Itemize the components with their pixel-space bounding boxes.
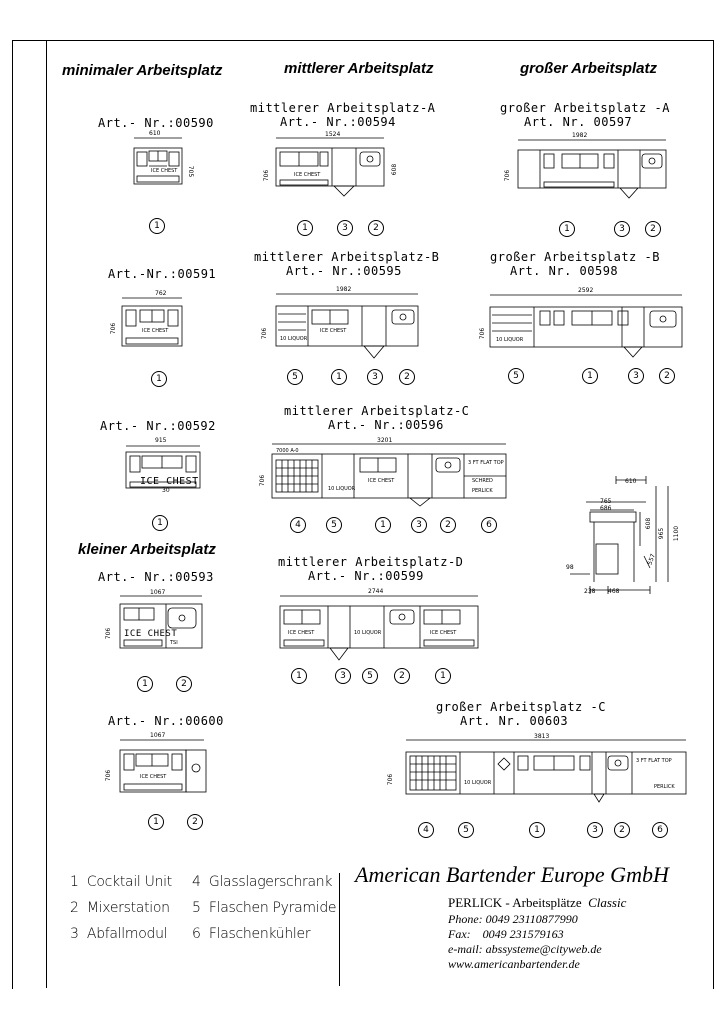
legend-item-1: 1 Cocktail Unit xyxy=(70,874,172,890)
item-00591-depth: 706 xyxy=(110,322,118,335)
svg-text:ICE CHEST: ICE CHEST xyxy=(368,478,395,484)
svg-text:3 FT FLAT TOP: 3 FT FLAT TOP xyxy=(468,460,504,466)
company-email[interactable]: e-mail: abssysteme@cityweb.de xyxy=(448,942,602,956)
item-00598-width: 2592 xyxy=(578,287,594,294)
svg-text:10 LIQUOR: 10 LIQUOR xyxy=(354,630,382,636)
item-00591-width: 762 xyxy=(155,290,167,297)
item-00599-width: 2744 xyxy=(368,588,384,595)
svg-text:PERLICK: PERLICK xyxy=(472,488,493,494)
item-00596-circle-2: 2 xyxy=(440,517,456,533)
svg-text:ICE CHEST: ICE CHEST xyxy=(320,328,347,334)
side-view-dim-686: 686 xyxy=(600,505,612,512)
item-00595-circle-1: 1 xyxy=(331,369,347,385)
item-00599-circle-3: 3 xyxy=(335,668,351,684)
item-00599-circle-1: 1 xyxy=(291,668,307,684)
svg-text:10 LIQUOR: 10 LIQUOR xyxy=(464,780,492,786)
svg-text:10 LIQUOR: 10 LIQUOR xyxy=(280,336,308,342)
item-00594-title: Art.- Nr.:00594 xyxy=(280,115,396,129)
item-00595-name: mittlerer Arbeitsplatz-B xyxy=(254,250,440,264)
item-00603-title: Art. Nr. 00603 xyxy=(460,714,569,728)
item-00595-depth: 706 xyxy=(261,327,269,340)
item-00596-title: Art.- Nr.:00596 xyxy=(328,418,444,432)
item-00596-drawing xyxy=(268,442,510,506)
item-00591-drawing xyxy=(118,296,188,356)
item-00599-name: mittlerer Arbeitsplatz-D xyxy=(278,555,464,569)
svg-text:ICE CHEST: ICE CHEST xyxy=(142,328,169,334)
item-00591-title: Art.-Nr.:00591 xyxy=(108,267,217,281)
legend-item-4: 4 Glasslagerschrank xyxy=(192,874,333,890)
item-00593-width: 1067 xyxy=(150,589,166,596)
item-00600-drawing xyxy=(118,738,212,798)
header-medium: mittlerer Arbeitsplatz xyxy=(284,60,434,77)
svg-text:ICE CHEST: ICE CHEST xyxy=(430,630,457,636)
margin-line xyxy=(46,40,47,988)
svg-text:TSI: TSI xyxy=(170,640,178,646)
item-00593-drawing xyxy=(118,594,208,654)
item-00595-circle-5: 5 xyxy=(287,369,303,385)
item-00594-depth: 706 xyxy=(263,169,271,182)
item-00597-name: großer Arbeitsplatz -A xyxy=(500,101,670,115)
item-00594-width: 1524 xyxy=(325,131,341,138)
item-00595-title: Art.- Nr.:00595 xyxy=(286,264,402,278)
item-00595-drawing xyxy=(272,292,422,362)
item-00598-circle-3: 3 xyxy=(628,368,644,384)
side-view-dim-557: 557 xyxy=(646,552,657,567)
item-00592-title: Art.- Nr.:00592 xyxy=(100,419,216,433)
item-00603-drawing xyxy=(400,738,690,810)
svg-text:ICE CHEST: ICE CHEST xyxy=(288,630,315,636)
item-00596-depth: 706 xyxy=(259,474,267,487)
side-view-dim-1100: 1100 xyxy=(673,525,681,542)
item-00594-circle-1: 1 xyxy=(297,220,313,236)
item-00597-drawing xyxy=(514,138,670,200)
company-phone: Phone: 0049 23110877990 xyxy=(448,912,578,926)
item-00593-circle-2: 2 xyxy=(176,676,192,692)
item-00593-depth: 706 xyxy=(105,627,113,640)
side-view-dim-468: 468 xyxy=(608,588,620,595)
legend-item-6: 6 Flaschenkühler xyxy=(192,926,311,942)
item-00594-drawing xyxy=(272,136,392,198)
item-00596-circle-5: 5 xyxy=(326,517,342,533)
item-00598-drawing xyxy=(486,293,686,361)
item-00603-depth: 706 xyxy=(387,773,395,786)
item-00598-title: Art. Nr. 00598 xyxy=(510,264,619,278)
item-00603-name: großer Arbeitsplatz -C xyxy=(436,700,606,714)
header-minimal: minimaler Arbeitsplatz xyxy=(62,62,223,79)
item-00591-circle-1: 1 xyxy=(151,371,167,387)
header-large: großer Arbeitsplatz xyxy=(520,60,657,77)
item-00590-width: 610 xyxy=(149,130,161,137)
item-00598-circle-2: 2 xyxy=(659,368,675,384)
company-fax: Fax: 0049 231579163 xyxy=(448,927,564,941)
item-00595-circle-2: 2 xyxy=(399,369,415,385)
side-view-dim-98: 98 xyxy=(566,564,574,571)
item-00596-name: mittlerer Arbeitsplatz-C xyxy=(284,404,470,418)
item-00600-title: Art.- Nr.:00600 xyxy=(108,714,224,728)
item-00597-width: 1982 xyxy=(572,132,588,139)
item-00590-depth: 705 xyxy=(187,165,195,178)
item-00600-width: 1067 xyxy=(150,732,166,739)
svg-text:SCHRED: SCHRED xyxy=(472,478,493,484)
item-00596-circle-1: 1 xyxy=(375,517,391,533)
side-view-dim-608: 608 xyxy=(645,517,653,530)
svg-text:10 LIQUOR: 10 LIQUOR xyxy=(496,337,524,343)
item-00593-center: ICE CHEST xyxy=(124,629,178,639)
item-00596-circle-4: 4 xyxy=(290,517,306,533)
item-00592-center: ICE CHEST xyxy=(140,476,199,487)
item-00597-circle-2: 2 xyxy=(645,221,661,237)
side-view-dim-238: 238 xyxy=(584,588,596,595)
item-00603-circle-1: 1 xyxy=(529,822,545,838)
item-00594-name: mittlerer Arbeitsplatz-A xyxy=(250,101,436,115)
side-view-dim-610: 610 xyxy=(625,478,637,485)
item-00603-circle-5: 5 xyxy=(458,822,474,838)
company-name: American Bartender Europe GmbH xyxy=(355,862,669,887)
item-00596-width: 3201 xyxy=(377,437,393,444)
side-view-drawing xyxy=(560,472,690,602)
header-small: kleiner Arbeitsplatz xyxy=(78,541,216,558)
svg-text:ICE CHEST: ICE CHEST xyxy=(151,168,178,174)
item-00598-circle-5: 5 xyxy=(508,368,524,384)
item-00597-title: Art. Nr. 00597 xyxy=(524,115,633,129)
item-00592-circle-1: 1 xyxy=(152,515,168,531)
item-00598-name: großer Arbeitsplatz -B xyxy=(490,250,660,264)
item-00603-circle-6: 6 xyxy=(652,822,668,838)
item-00600-circle-1: 1 xyxy=(148,814,164,830)
item-00599-circle-2: 2 xyxy=(394,668,410,684)
item-00593-circle-1: 1 xyxy=(137,676,153,692)
item-00597-depth: 706 xyxy=(504,169,512,182)
item-00597-circle-1: 1 xyxy=(559,221,575,237)
item-00599-circle-1b: 1 xyxy=(435,668,451,684)
company-website[interactable]: www.americanbartender.de xyxy=(448,957,580,971)
item-00598-circle-1: 1 xyxy=(582,368,598,384)
item-00592-width: 915 xyxy=(155,437,167,444)
svg-text:ICE CHEST: ICE CHEST xyxy=(294,172,321,178)
item-00600-circle-2: 2 xyxy=(187,814,203,830)
item-00596-circle-3: 3 xyxy=(411,517,427,533)
item-00598-depth: 706 xyxy=(479,327,487,340)
side-view-dim-965: 965 xyxy=(658,527,666,540)
svg-text:10 LIQUOR: 10 LIQUOR xyxy=(328,486,356,492)
item-00590-drawing xyxy=(134,136,184,196)
item-00595-circle-3: 3 xyxy=(367,369,383,385)
item-00592-sub: 30 xyxy=(162,487,170,494)
item-00603-circle-4: 4 xyxy=(418,822,434,838)
svg-text:7000 A-0: 7000 A-0 xyxy=(276,448,299,454)
svg-text:3 FT FLAT TOP: 3 FT FLAT TOP xyxy=(636,758,672,764)
legend-divider xyxy=(339,873,340,986)
legend-item-3: 3 Abfallmodul xyxy=(70,926,168,942)
svg-text:PERLICK: PERLICK xyxy=(654,784,675,790)
item-00603-circle-2: 2 xyxy=(614,822,630,838)
item-00594-circle-2: 2 xyxy=(368,220,384,236)
item-00594-circle-3: 3 xyxy=(337,220,353,236)
legend-item-2: 2 Mixerstation xyxy=(70,900,170,916)
side-view-dim-765: 765 xyxy=(600,498,612,505)
item-00593-title: Art.- Nr.:00593 xyxy=(98,570,214,584)
legend-item-5: 5 Flaschen Pyramide xyxy=(192,900,337,916)
item-00596-circle-6: 6 xyxy=(481,517,497,533)
item-00599-circle-5: 5 xyxy=(362,668,378,684)
item-00595-width: 1982 xyxy=(336,286,352,293)
item-00599-title: Art.- Nr.:00599 xyxy=(308,569,424,583)
company-product: PERLICK - Arbeitsplätze Classic xyxy=(448,895,627,910)
item-00603-width: 3813 xyxy=(534,733,550,740)
item-00594-side: 608 xyxy=(391,163,399,176)
item-00597-circle-3: 3 xyxy=(614,221,630,237)
item-00603-circle-3: 3 xyxy=(587,822,603,838)
item-00600-depth: 706 xyxy=(105,769,113,782)
item-00590-circle-1: 1 xyxy=(149,218,165,234)
svg-text:ICE CHEST: ICE CHEST xyxy=(140,774,167,780)
item-00599-drawing xyxy=(274,594,484,666)
item-00590-title: Art.- Nr.:00590 xyxy=(98,116,214,130)
